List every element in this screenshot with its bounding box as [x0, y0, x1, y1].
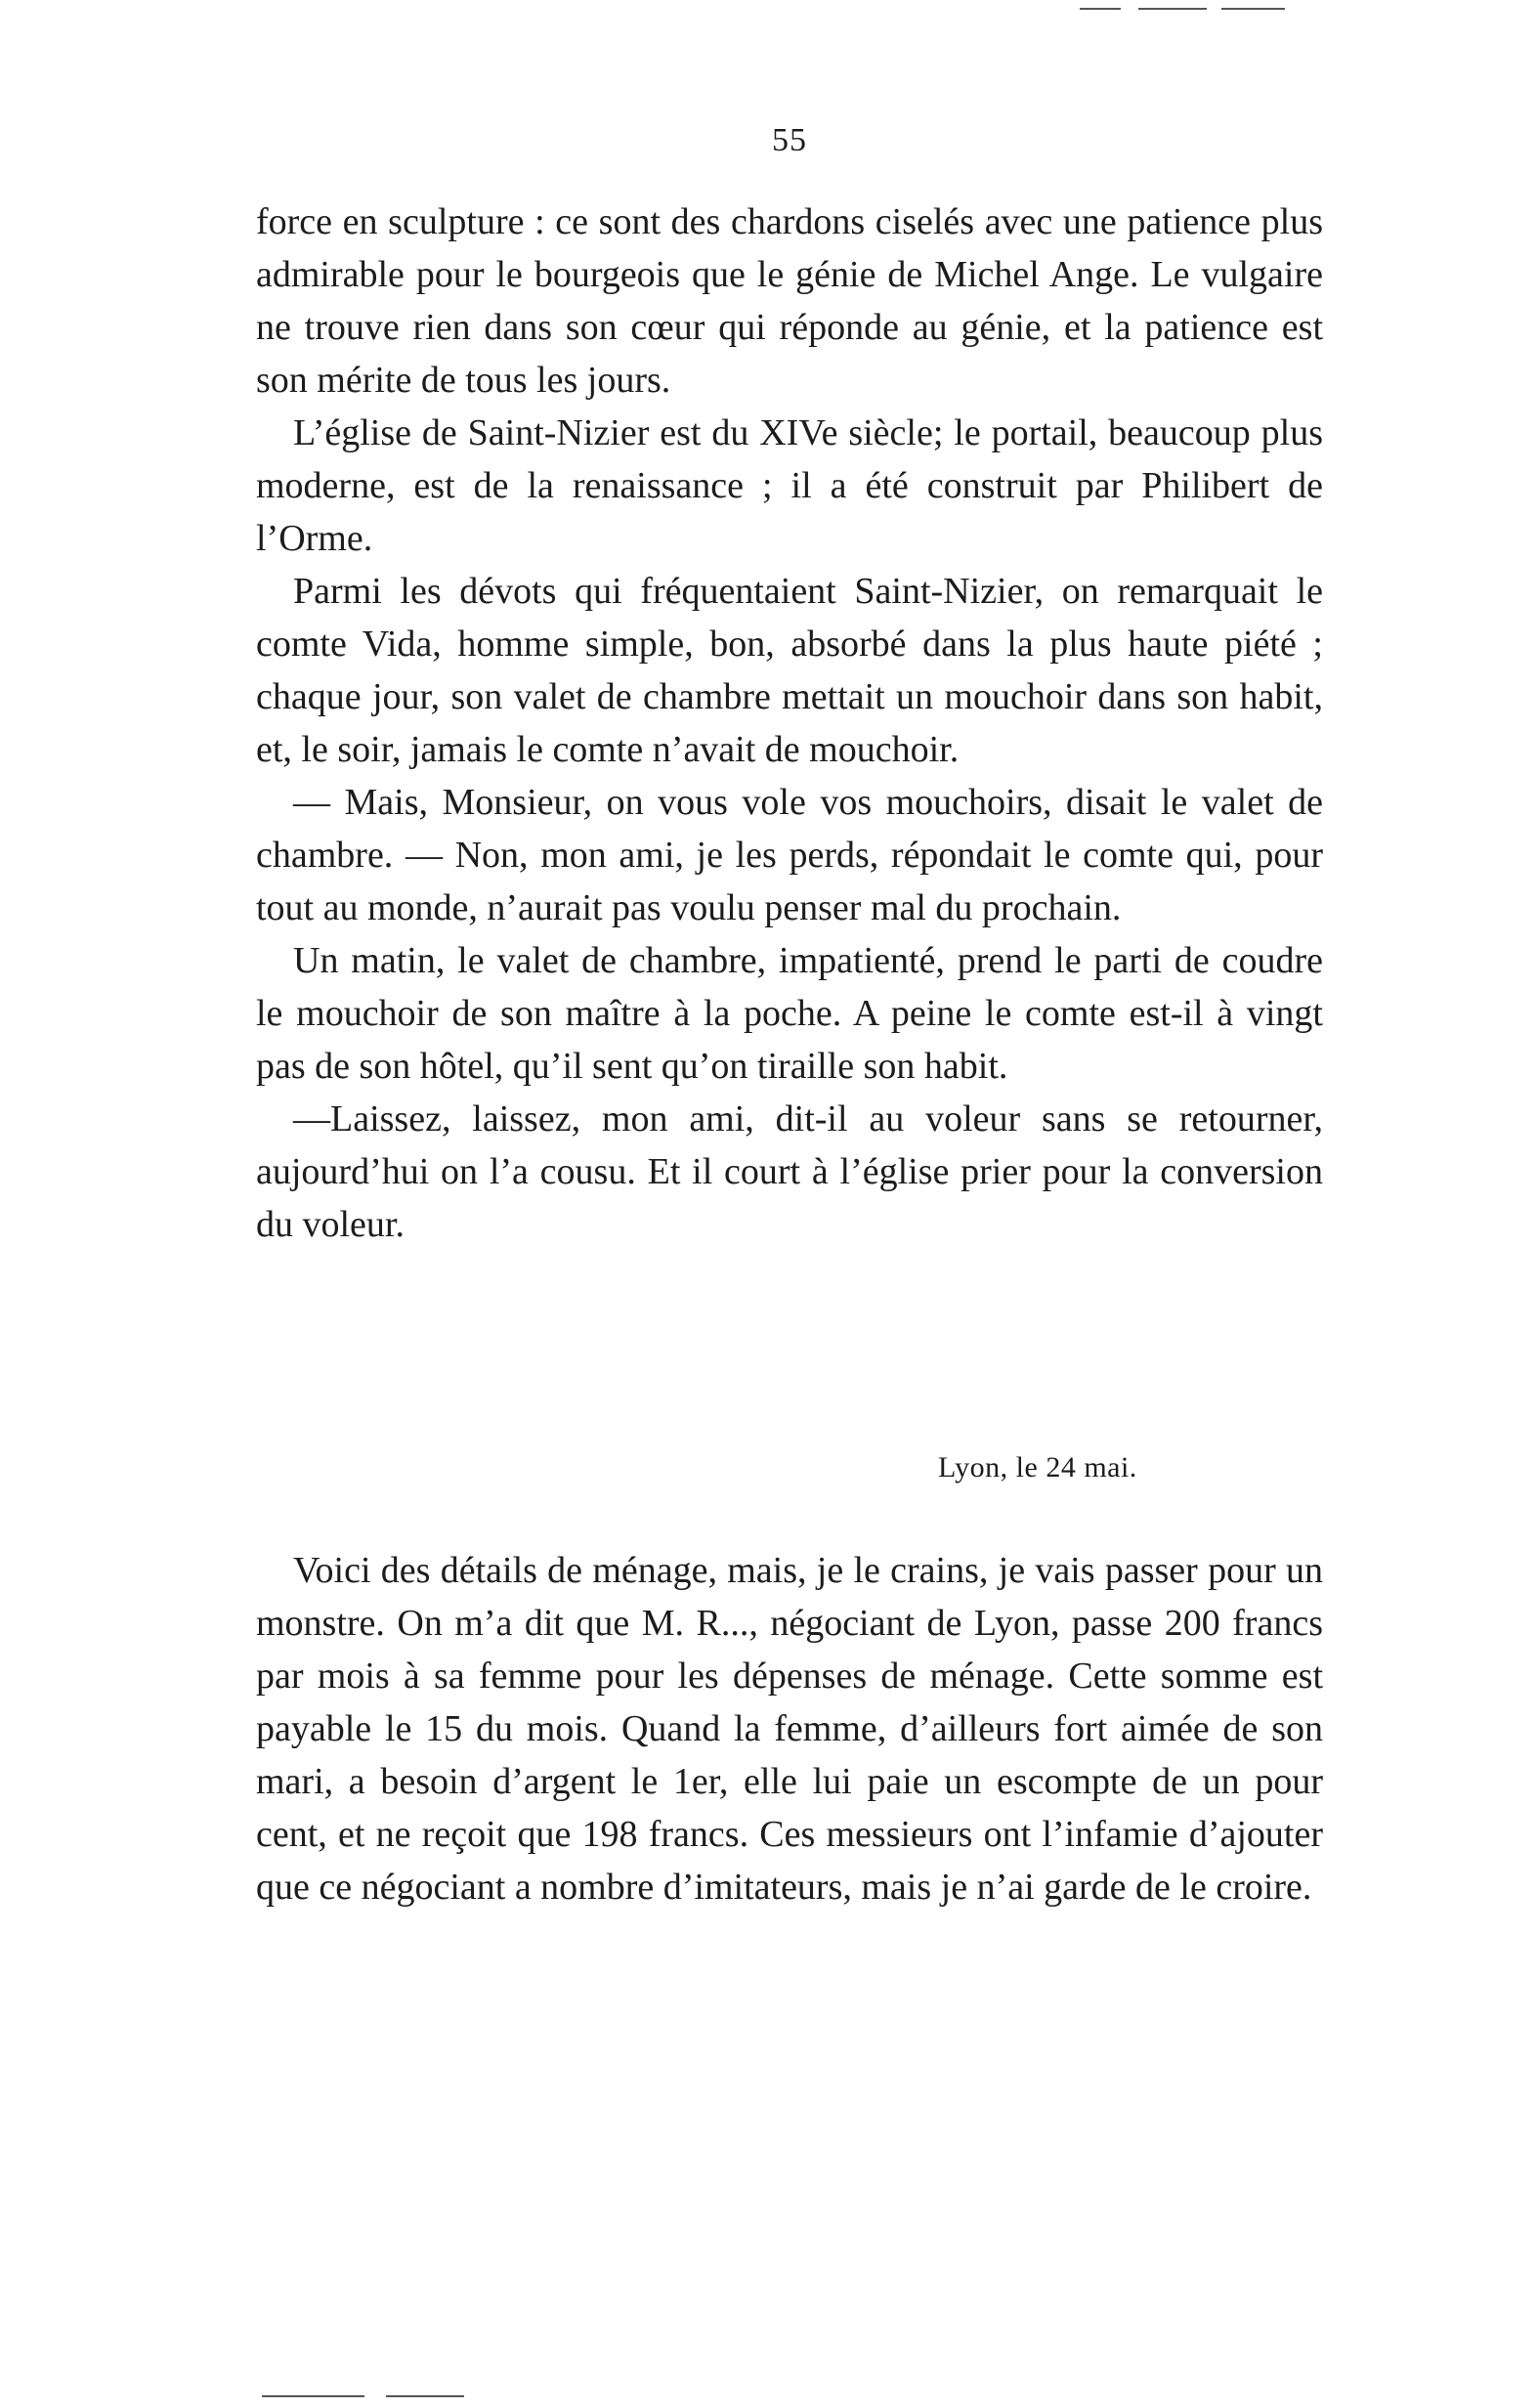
- scan-rule: [1138, 8, 1207, 10]
- paragraph: —Laissez, laissez, mon ami, dit-il au voleur sans se retourner, aujourd’hui on l’a cousu. Et il court à l’église prier pour la conversion du voleur.: [256, 1098, 1323, 1245]
- paragraph: Parmi les dévots qui fréquentaient Saint-Nizier, on remarquait le comte Vida, homme simple, bon, absorbé dans la plus haute piété ; chaque jour, son valet de chambre mettait un mouchoir dans son habit, et, le soir, jamais le comte n’avait de mouchoir.: [256, 571, 1323, 770]
- page-number: 55: [772, 122, 807, 158]
- paragraph: force en sculpture : ce sont des chardons ciselés avec une patience plus admirable pour le bourgeois que le génie de Michel Ange. Le vulgaire ne trouve rien dans son cœur qui réponde au génie, et la patience est son mérite de tous les jours.: [256, 201, 1323, 401]
- paragraph: L’église de Saint-Nizier est du XIVe siècle; le portail, beaucoup plus moderne, est de la renaissance ; il a été construit par Philibert de l’Orme.: [256, 412, 1323, 559]
- text-block-top: [256, 195, 1323, 1251]
- scan-rule: [262, 2395, 364, 2397]
- paragraph: Un matin, le valet de chambre, impatienté, prend le parti de coudre le mouchoir de son maître à la poche. A peine le comte est-il à vingt pas de son hôtel, qu’il sent qu’on tiraille son habit.: [256, 940, 1323, 1087]
- paragraph: — Mais, Monsieur, on vous vole vos mouchoirs, disait le valet de chambre. — Non, mon ami, je les perds, répondait le comte qui, pour tout au monde, n’aurait pas voulu penser mal du prochain.: [256, 782, 1323, 928]
- scan-rule: [386, 2395, 464, 2397]
- paragraph: Voici des détails de ménage, mais, je le crains, je vais passer pour un monstre. On m’a dit que M. R..., négociant de Lyon, passe 200 francs par mois à sa femme pour les dépenses de ménage. Cette somme est payable le 15 du mois. Quand la femme, d’ailleurs fort aimée de son mari, a besoin d’argent le 1er, elle lui paie un escompte de un pour cent, et ne reçoit que 198 francs. Ces messieurs ont l’infamie d’ajouter que ce négociant a nombre d’imitateurs, mais je n’ai garde de le croire.: [256, 1550, 1323, 1908]
- scan-rule: [1080, 8, 1121, 10]
- text-block-bottom: [256, 1544, 1323, 1914]
- scan-rule: [1221, 8, 1285, 10]
- dateline: Lyon, le 24 mai.: [938, 1451, 1137, 1484]
